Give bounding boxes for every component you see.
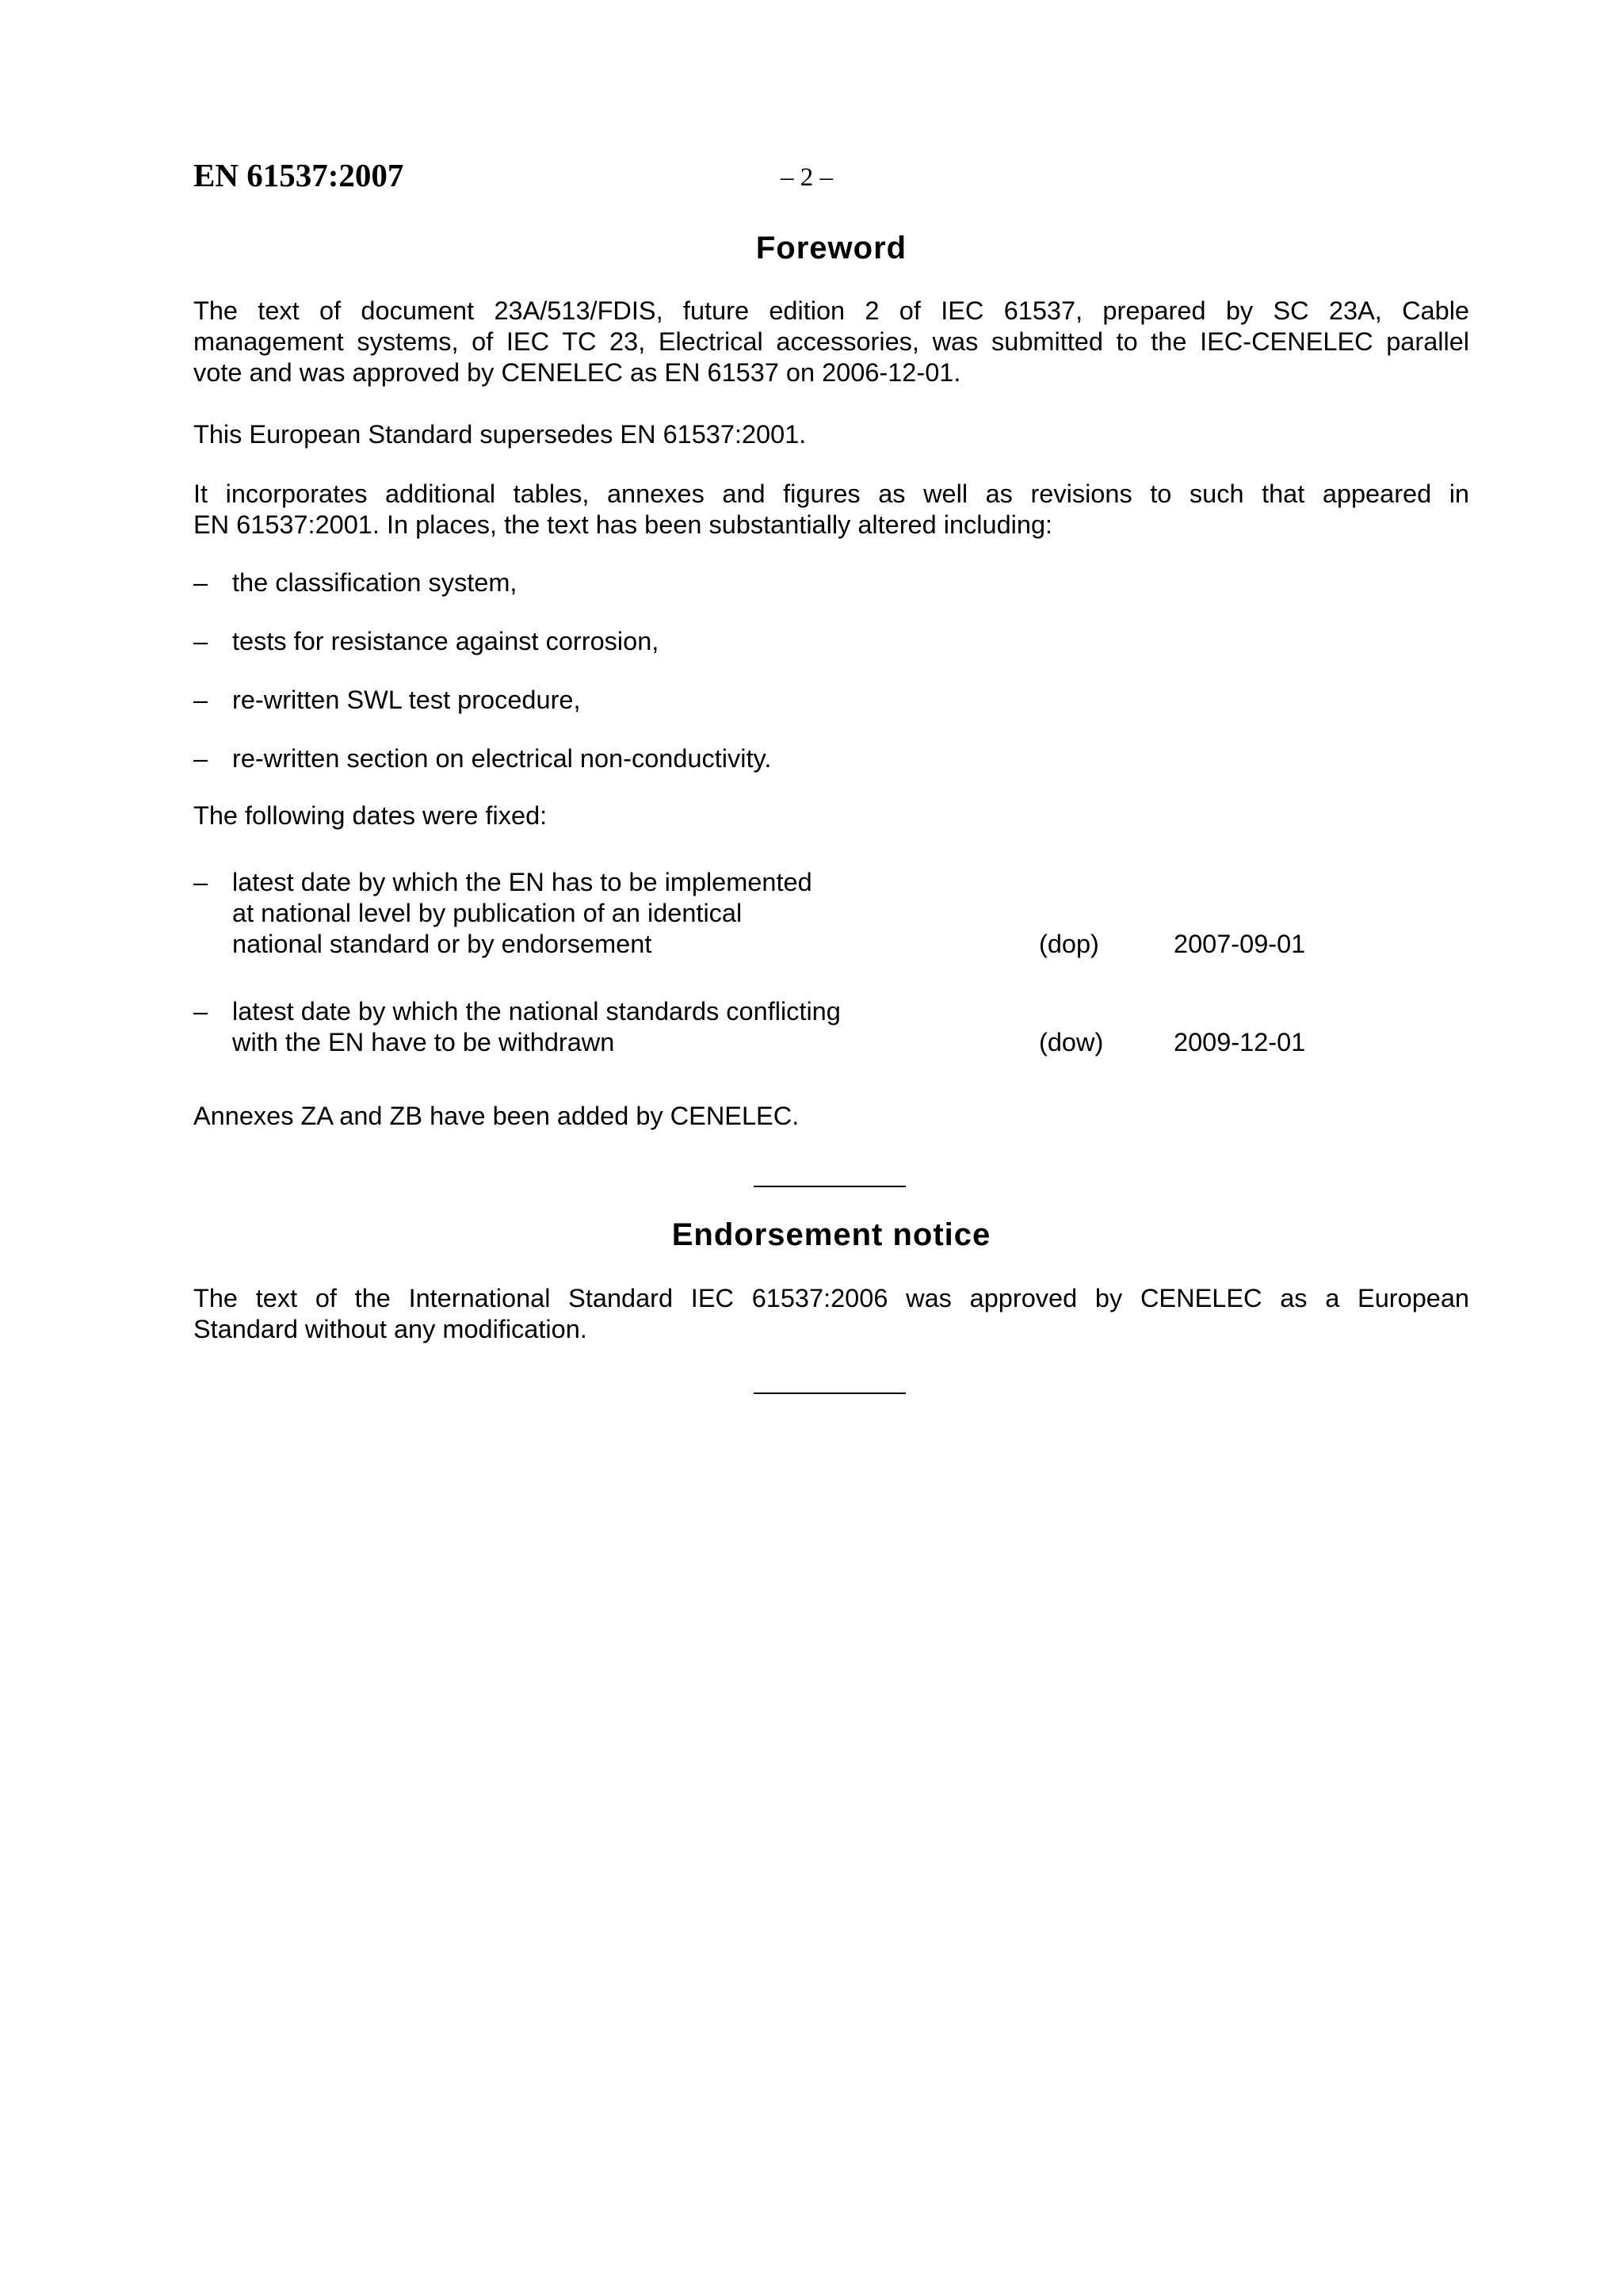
section-separator — [754, 1392, 906, 1394]
date-entry-line: latest date by which the national standards conflicting — [232, 997, 841, 1026]
date-value: 2007-09-01 — [1174, 930, 1306, 958]
date-entry-line: latest date by which the EN has to be implemented — [232, 868, 812, 896]
endorsement-heading: Endorsement notice — [671, 1217, 991, 1252]
endorsement-paragraph-line: Standard without any modification. — [193, 1315, 587, 1343]
document-identifier: EN 61537:2007 — [193, 157, 404, 193]
list-dash: – — [193, 744, 208, 773]
change-list-item-text: re-written section on electrical non-conductivity. — [232, 744, 772, 773]
foreword-paragraph-1 — [193, 296, 1469, 388]
foreword-paragraph-1-line: The text of document 23A/513/FDIS, future edition 2 of IEC 61537, prepared by SC 23A, Cable — [193, 296, 1469, 325]
foreword-heading: Foreword — [755, 231, 907, 266]
foreword-paragraph-3 — [193, 479, 1469, 541]
date-entry-line: with the EN have to be withdrawn — [232, 1028, 615, 1056]
date-value: 2009-12-01 — [1174, 1028, 1306, 1056]
date-code: (dow) — [1039, 1028, 1104, 1056]
supersedes-paragraph: This European Standard supersedes EN 61537:2001. — [193, 420, 807, 449]
annexes-note: Annexes ZA and ZB have been added by CENELEC. — [193, 1102, 800, 1130]
list-dash: – — [193, 568, 208, 597]
foreword-paragraph-3-line: EN 61537:2001. In places, the text has been substantially altered including: — [193, 510, 1053, 539]
date-entry-description — [232, 996, 841, 1058]
section-separator — [754, 1186, 906, 1187]
page-number: – 2 – — [781, 163, 833, 192]
foreword-paragraph-1-line: management systems, of IEC TC 23, Electrical accessories, was submitted to the IEC-CENELEC parallel — [193, 327, 1469, 356]
date-entry-description — [232, 867, 812, 960]
list-dash: – — [193, 868, 208, 896]
change-list-item-text: re-written SWL test procedure, — [232, 686, 581, 714]
endorsement-paragraph — [193, 1283, 1469, 1345]
list-dash: – — [193, 686, 208, 714]
date-entry-line: national standard or by endorsement — [232, 930, 652, 958]
change-list-item-text: tests for resistance against corrosion, — [232, 627, 659, 655]
list-dash: – — [193, 997, 208, 1026]
date-entry-line: at national level by publication of an identical — [232, 899, 743, 927]
change-list-item-text: the classification system, — [232, 568, 517, 597]
foreword-paragraph-3-line: It incorporates additional tables, annexes and figures as well as revisions to such that appeared in — [193, 479, 1469, 508]
list-dash: – — [193, 627, 208, 655]
endorsement-paragraph-line: The text of the International Standard IEC 61537:2006 was approved by CENELEC as a European — [193, 1284, 1469, 1312]
dates-intro: The following dates were fixed: — [193, 801, 548, 830]
foreword-paragraph-1-line: vote and was approved by CENELEC as EN 61537 on 2006-12-01. — [193, 358, 961, 387]
date-code: (dop) — [1039, 930, 1099, 958]
